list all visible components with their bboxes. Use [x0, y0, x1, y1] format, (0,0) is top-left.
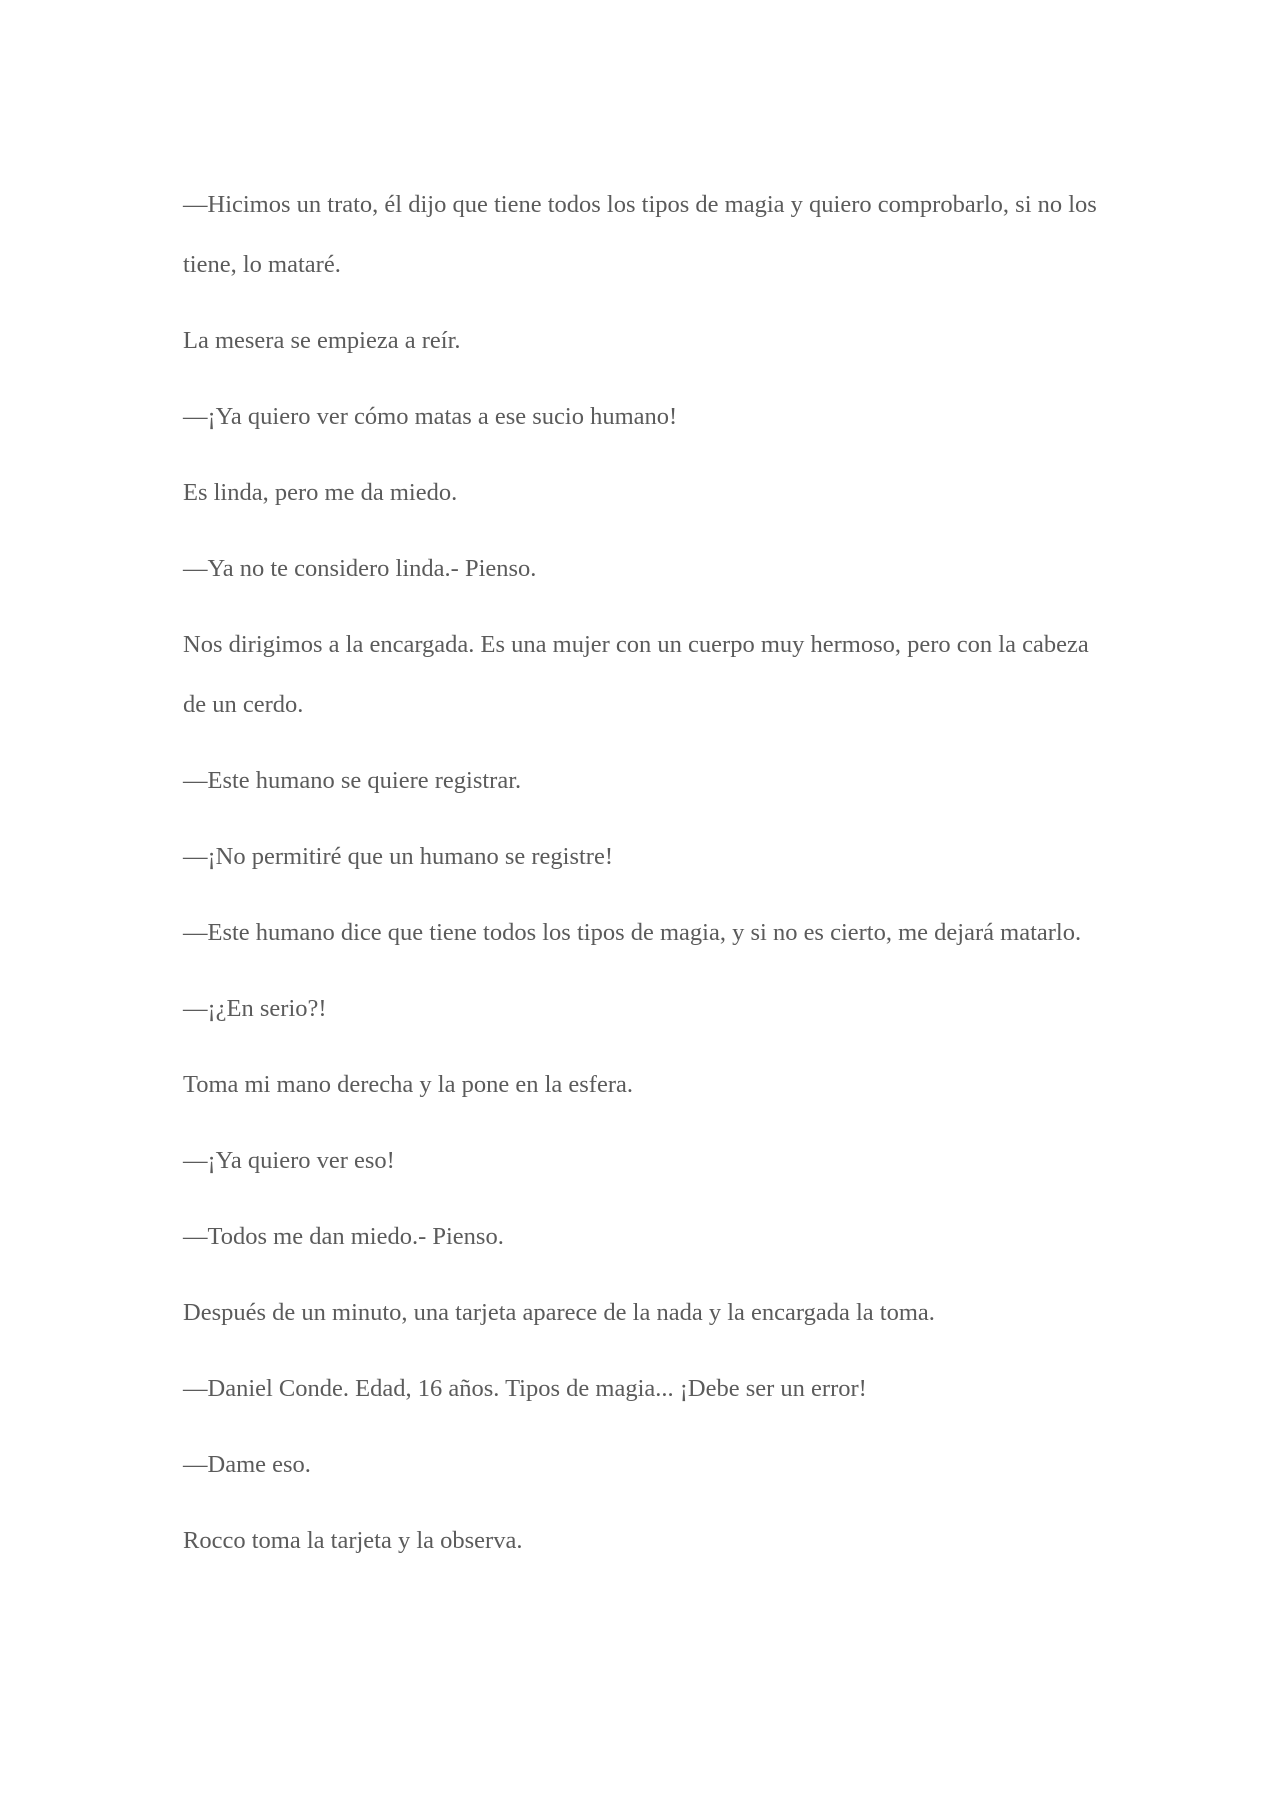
document-body: [183, 175, 1103, 1587]
paragraph: —Todos me dan miedo.- Pienso.: [183, 1223, 504, 1250]
paragraph: Toma mi mano derecha y la pone en la esfera.: [183, 1071, 633, 1098]
paragraph: —Dame eso.: [183, 1451, 311, 1478]
paragraph: Nos dirigimos a la encargada. Es una mujer con un cuerpo muy hermoso, pero con la cabeza de un cerdo.: [183, 631, 1089, 718]
paragraph: —¡Ya quiero ver eso!: [183, 1147, 395, 1174]
paragraph: Rocco toma la tarjeta y la observa.: [183, 1527, 523, 1554]
paragraph: —¡¿En serio?!: [183, 995, 327, 1022]
paragraph: Después de un minuto, una tarjeta aparece de la nada y la encargada la toma.: [183, 1299, 935, 1326]
paragraph: —Ya no te considero linda.- Pienso.: [183, 555, 537, 582]
paragraph: —¡Ya quiero ver cómo matas a ese sucio humano!: [183, 403, 678, 430]
paragraph: —Este humano se quiere registrar.: [183, 767, 522, 794]
paragraph: —¡No permitiré que un humano se registre!: [183, 843, 613, 870]
paragraph: —Daniel Conde. Edad, 16 años. Tipos de magia... ¡Debe ser un error!: [183, 1375, 867, 1402]
paragraph: Es linda, pero me da miedo.: [183, 479, 458, 506]
paragraph: —Hicimos un trato, él dijo que tiene todos los tipos de magia y quiero comprobarlo, si no los tiene, lo mataré.: [183, 191, 1097, 278]
paragraph: —Este humano dice que tiene todos los tipos de magia, y si no es cierto, me dejará matarlo.: [183, 919, 1082, 946]
paragraph: La mesera se empieza a reír.: [183, 327, 461, 354]
